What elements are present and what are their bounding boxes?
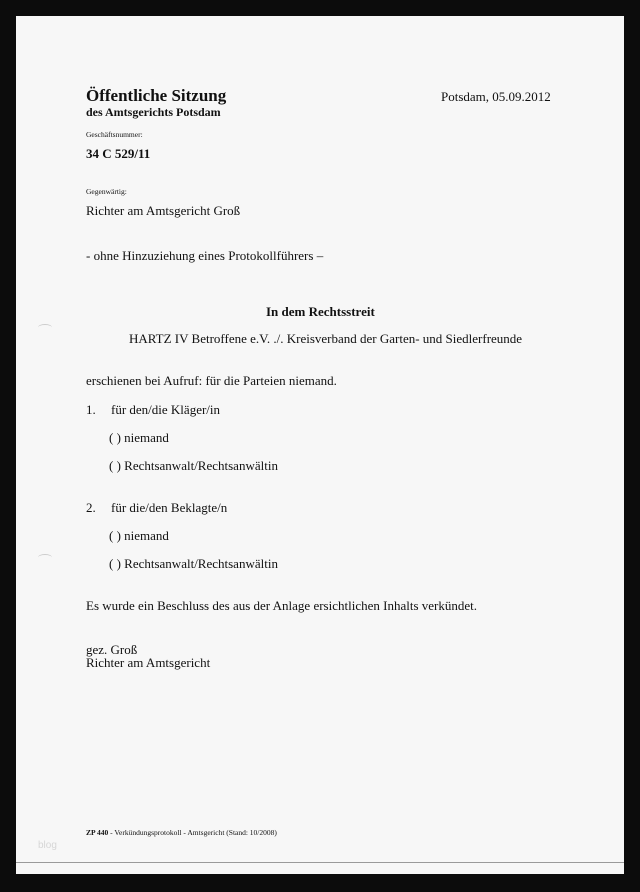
form-description: - Verkündungsprotokoll - Amtsgericht (Stand: 10/2008): [108, 828, 277, 837]
place-date: Potsdam, 05.09.2012: [441, 89, 551, 104]
judge-name: Richter am Amtsgericht Groß: [86, 203, 241, 218]
list-item-text: für den/die Kläger/in: [111, 402, 221, 417]
case-number: 34 C 529/11: [86, 146, 151, 161]
scan-mark: [38, 324, 52, 331]
checkbox-option-lawyer: ( ) Rechtsanwalt/Rechtsanwältin: [109, 556, 278, 571]
checkbox-option-none: ( ) niemand: [109, 430, 169, 445]
no-clerk-note: - ohne Hinzuziehung eines Protokollführers –: [86, 248, 324, 263]
document-title: Öffentliche Sitzung: [86, 86, 227, 105]
present-label: Gegenwärtig:: [86, 187, 127, 196]
dispute-heading: In dem Rechtsstreit: [266, 304, 375, 319]
signature-name: gez. Groß: [86, 642, 138, 657]
scan-mark: [38, 554, 52, 561]
list-item-text: für die/den Beklagte/n: [111, 500, 228, 515]
form-code: ZP 440: [86, 828, 109, 837]
page-divider: [16, 862, 624, 863]
case-number-label: Geschäftsnummer:: [86, 130, 143, 139]
court-name: des Amtsgerichts Potsdam: [86, 105, 221, 119]
document-page: [16, 16, 624, 874]
checkbox-option-none: ( ) niemand: [109, 528, 169, 543]
decision-statement: Es wurde ein Beschluss des aus der Anlage ersichtlichen Inhalts verkündet.: [86, 598, 477, 613]
dispute-parties: HARTZ IV Betroffene e.V. ./. Kreisverband der Garten- und Siedlerfreunde: [129, 331, 523, 346]
list-item-number: 1.: [86, 402, 96, 417]
list-item-number: 2.: [86, 500, 96, 515]
checkbox-option-lawyer: ( ) Rechtsanwalt/Rechtsanwältin: [109, 458, 278, 473]
form-footer: [86, 828, 277, 837]
signature-title: Richter am Amtsgericht: [86, 655, 211, 670]
watermark: blog: [38, 840, 57, 851]
appearance-intro: erschienen bei Aufruf: für die Parteien niemand.: [86, 373, 337, 388]
